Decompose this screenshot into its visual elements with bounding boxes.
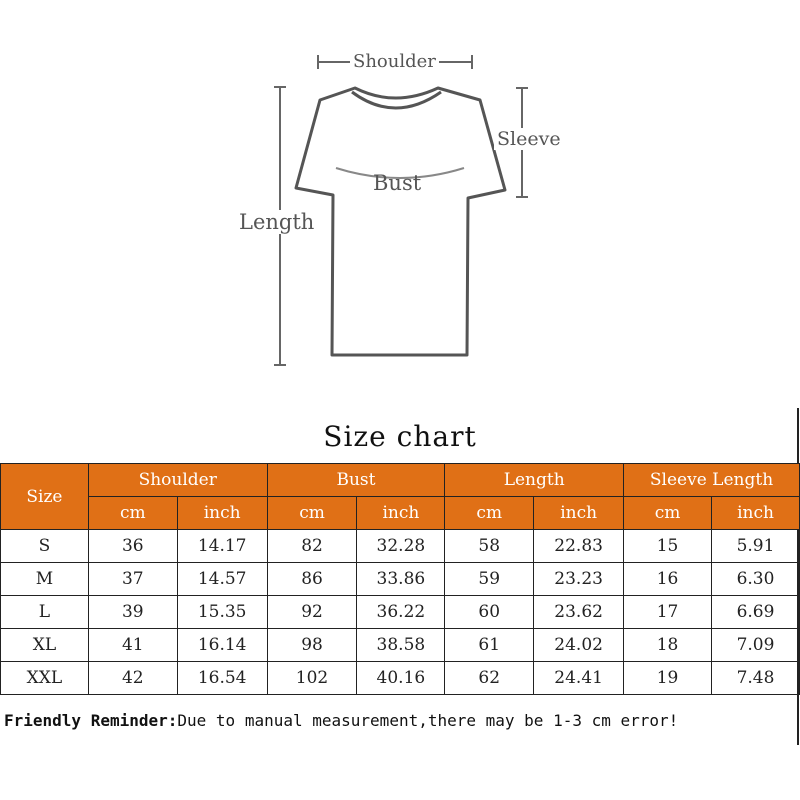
size-chart-table [0,463,800,695]
table-row [1,629,800,662]
unit-header: inch [177,497,267,530]
group-header-row [1,464,800,497]
group-header-sleeve-length: Sleeve Length [624,464,800,497]
table-cell: 15.35 [177,596,267,629]
table-cell: 23.23 [534,563,624,596]
unit-header: inch [357,497,445,530]
table-cell: 61 [445,629,534,662]
table-cell: 60 [445,596,534,629]
table-row [1,563,800,596]
table-cell: 32.28 [357,530,445,563]
group-header-length: Length [445,464,624,497]
table-cell: 58 [445,530,534,563]
reminder-text: Due to manual measurement,there may be 1-3 cm error! [177,711,679,730]
size-cell: M [1,563,89,596]
table-cell: 33.86 [357,563,445,596]
table-row [1,596,800,629]
table-cell: 39 [88,596,177,629]
unit-header: cm [267,497,357,530]
table-cell: 86 [267,563,357,596]
unit-header: cm [445,497,534,530]
table-cell: 19 [624,662,712,695]
table-cell: 18 [624,629,712,662]
table-cell: 5.91 [711,530,799,563]
table-cell: 7.09 [711,629,799,662]
table-cell: 7.48 [711,662,799,695]
length-label: Length [236,210,317,234]
table-cell: 16.54 [177,662,267,695]
table-cell: 14.17 [177,530,267,563]
table-cell: 23.62 [534,596,624,629]
table-cell: 36.22 [357,596,445,629]
table-cell: 24.02 [534,629,624,662]
shoulder-label: Shoulder [350,51,439,72]
table-cell: 98 [267,629,357,662]
table-cell: 92 [267,596,357,629]
table-cell: 37 [88,563,177,596]
group-header-bust: Bust [267,464,445,497]
table-row [1,530,800,563]
unit-header: inch [711,497,799,530]
bust-label: Bust [373,171,422,195]
size-column-header: Size [1,464,89,530]
size-chart-title: Size chart [323,420,477,453]
table-cell: 40.16 [357,662,445,695]
table-cell: 6.30 [711,563,799,596]
size-cell: XL [1,629,89,662]
unit-header-row [1,497,800,530]
table-row [1,662,800,695]
table-cell: 24.41 [534,662,624,695]
table-cell: 17 [624,596,712,629]
table-cell: 16 [624,563,712,596]
size-cell: L [1,596,89,629]
table-cell: 62 [445,662,534,695]
table-cell: 42 [88,662,177,695]
size-cell: S [1,530,89,563]
table-cell: 38.58 [357,629,445,662]
table-cell: 6.69 [711,596,799,629]
size-cell: XXL [1,662,89,695]
table-cell: 16.14 [177,629,267,662]
group-header-shoulder: Shoulder [88,464,267,497]
sleeve-label: Sleeve [494,128,564,150]
table-cell: 14.57 [177,563,267,596]
table-cell: 59 [445,563,534,596]
table-cell: 102 [267,662,357,695]
friendly-reminder [4,711,800,730]
reminder-label: Friendly Reminder: [4,711,178,730]
unit-header: cm [624,497,712,530]
unit-header: inch [534,497,624,530]
table-cell: 36 [88,530,177,563]
table-cell: 22.83 [534,530,624,563]
table-cell: 15 [624,530,712,563]
table-cell: 82 [267,530,357,563]
table-cell: 41 [88,629,177,662]
unit-header: cm [88,497,177,530]
